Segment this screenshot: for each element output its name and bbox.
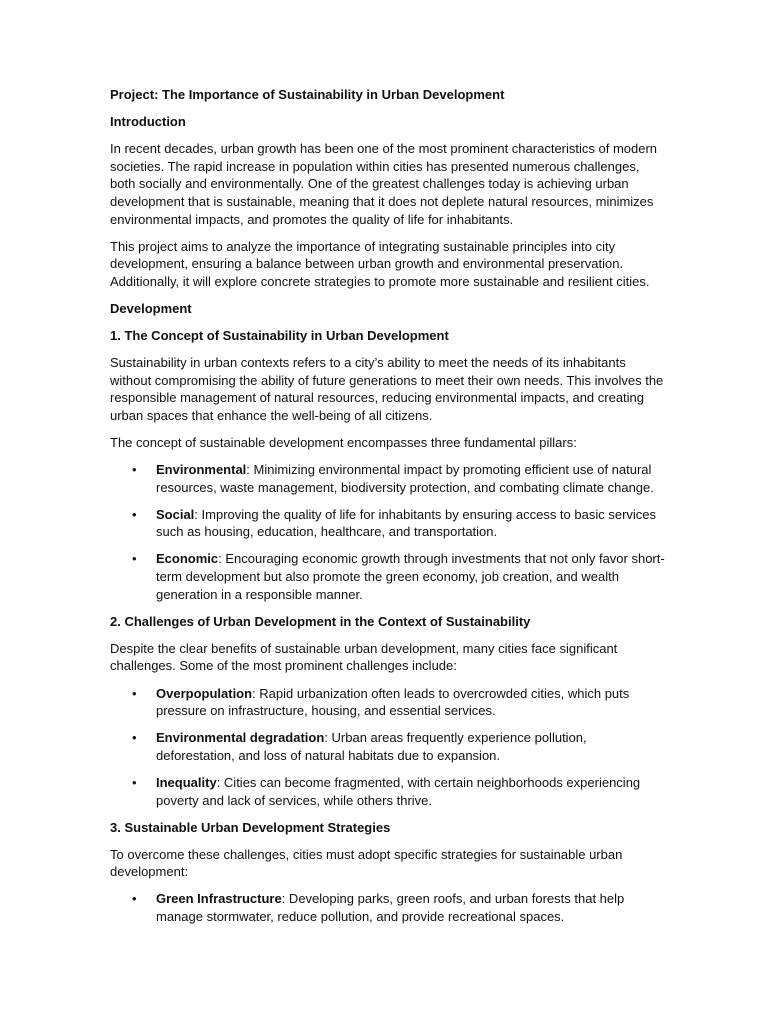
bullet-icon: • bbox=[132, 685, 137, 701]
list-item bbox=[110, 774, 666, 809]
strategies-list bbox=[110, 890, 666, 925]
list-item-text: : Rapid urbanization often leads to overcrowded cities, which puts pressure on infrastructure, housing, and essential services. bbox=[156, 685, 630, 719]
list-item-term: Economic bbox=[156, 551, 219, 567]
introduction-heading: Introduction bbox=[110, 114, 186, 130]
bullet-icon: • bbox=[132, 551, 137, 567]
bullet-icon: • bbox=[132, 891, 137, 907]
bullet-icon: • bbox=[132, 462, 137, 478]
bullet-icon: • bbox=[132, 774, 137, 790]
section-1-paragraph-1: Sustainability in urban contexts refers to a city’s ability to meet the needs of its inhabitants without compromising the ability of future generations to meet their own needs. This involves the responsible management of natural resources, reducing environmental impacts, and creating urban spaces that enhance the well-being of all citizens. bbox=[110, 355, 664, 423]
section-2-heading: 2. Challenges of Urban Development in the Context of Sustainability bbox=[110, 613, 531, 629]
section-3-heading: 3. Sustainable Urban Development Strategies bbox=[110, 819, 391, 835]
list-item-text: : Cities can become fragmented, with certain neighborhoods experiencing poverty and lack of services, while others thrive. bbox=[156, 774, 641, 808]
list-item-text: : Improving the quality of life for inhabitants by ensuring access to basic services such as housing, education, healthcare, and transportation. bbox=[156, 506, 657, 540]
list-item bbox=[110, 685, 666, 720]
development-heading: Development bbox=[110, 300, 192, 316]
list-item-term: Social bbox=[156, 506, 195, 522]
document-title: Project: The Importance of Sustainability in Urban Development bbox=[110, 87, 505, 102]
section-1-paragraph-2: The concept of sustainable development encompasses three fundamental pillars: bbox=[110, 435, 577, 450]
bullet-icon: • bbox=[132, 730, 137, 746]
list-item-term: Green Infrastructure bbox=[156, 891, 282, 907]
list-item-term: Inequality bbox=[156, 774, 217, 790]
list-item bbox=[110, 729, 666, 764]
list-item-text: : Developing parks, green roofs, and urban forests that help manage stormwater, reduce pollution, and provide recreational spaces. bbox=[156, 891, 625, 924]
pillars-list bbox=[110, 461, 666, 603]
introduction-paragraph-2: This project aims to analyze the importance of integrating sustainable principles into city development, ensuring a balance between urban growth and environmental preservation. Additionally, it will explore concrete strategies to promote more sustainable and resilient cities. bbox=[110, 238, 650, 289]
list-item-text: : Minimizing environmental impact by promoting efficient use of natural resources, waste management, biodiversity protection, and combating climate change. bbox=[156, 462, 654, 495]
list-item bbox=[110, 506, 666, 541]
section-1-heading: 1. The Concept of Sustainability in Urban Development bbox=[110, 328, 449, 344]
document-page bbox=[110, 86, 666, 935]
introduction-paragraph-1: In recent decades, urban growth has been one of the most prominent characteristics of modern societies. The rapid increase in population within cities has presented numerous challenges, both socially and environmentally. One of the greatest challenges today is achieving urban development that is sustainable, meaning that it does not deplete natural resources, minimizes environmental impacts, and promotes the quality of life for inhabitants. bbox=[110, 141, 658, 227]
list-item-text: : Urban areas frequently experience pollution, deforestation, and loss of natural habitats due to expansion. bbox=[156, 730, 587, 763]
challenges-list bbox=[110, 685, 666, 810]
list-item-term: Environmental bbox=[156, 462, 247, 478]
bullet-icon: • bbox=[132, 506, 137, 522]
list-item-term: Overpopulation bbox=[156, 685, 253, 701]
list-item bbox=[110, 550, 666, 603]
section-3-paragraph-1: To overcome these challenges, cities must adopt specific strategies for sustainable urban development: bbox=[110, 846, 623, 880]
section-2-paragraph-1: Despite the clear benefits of sustainable urban development, many cities face significant challenges. Some of the most prominent challenges include: bbox=[110, 640, 618, 674]
list-item-term: Environmental degradation bbox=[156, 730, 325, 746]
list-item bbox=[110, 461, 666, 496]
list-item bbox=[110, 890, 666, 925]
list-item-text: : Encouraging economic growth through investments that not only favor short-term development but also promote the green economy, job creation, and wealth generation in a responsible manner. bbox=[156, 551, 665, 602]
